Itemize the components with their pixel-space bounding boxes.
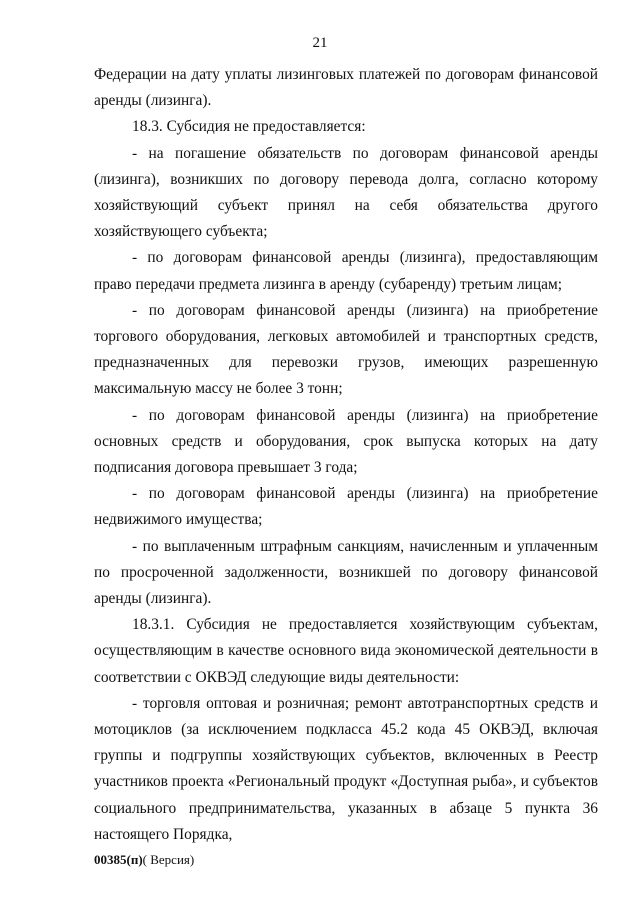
paragraph-dash-item: - по выплаченным штрафным санкциям, начисленным и уплаченным по просроченной задолженности, возникшей по договору финансовой аренды (лизинга). xyxy=(94,537,598,608)
document-version: ( Версия) xyxy=(142,852,195,867)
paragraph-dash-item: - по договорам финансовой аренды (лизинга) на приобретение торгового оборудования, легковых автомобилей и транспортных средств, предназначенных для перевозки грузов, имеющих разрешенную максимальную массу не более 3 тонн; xyxy=(94,301,598,398)
paragraph-item-18-3-1: 18.3.1. Субсидия не предоставляется хозяйствующим субъектам, осуществляющим в качестве основного вида экономической деятельности в соответствии с ОКВЭД следующие виды деятельности: xyxy=(94,616,598,686)
paragraph-item-18-3: 18.3. Субсидия не предоставляется: xyxy=(132,118,366,136)
page-number: 21 xyxy=(312,35,328,51)
paragraph-dash-item: - по договорам финансовой аренды (лизинга) на приобретение основных средств и оборудования, срок выпуска которых на дату подписания договора превышает 3 года; xyxy=(94,406,598,477)
document-footer xyxy=(94,852,194,868)
paragraph-continuation: Федерации на дату уплаты лизинговых платежей по договорам финансовой аренды (лизинга). xyxy=(94,66,598,110)
paragraph-dash-item: - торговля оптовая и розничная; ремонт автотранспортных средств и мотоциклов (за исключением подкласса 45.2 кода 45 ОКВЭД, включая группы и подгруппы хозяйствующих субъектов, включенных в Реестр участников проекта «Региональный продукт «Доступная рыба», и субъектов социального предпринимательства, указанных в абзаце 5 пункта 36 настоящего Порядка, xyxy=(94,694,598,843)
paragraph-dash-item: - по договорам финансовой аренды (лизинга), предоставляющим право передачи предмета лизинга в аренду (субаренду) третьим лицам; xyxy=(94,249,598,293)
document-code: 00385(п) xyxy=(94,852,143,867)
paragraph-dash-item: - на погашение обязательств по договорам финансовой аренды (лизинга), возникших по договору перевода долга, согласно которому хозяйствующий субъект принял на себя обязательства другого хозяйствующего субъекта; xyxy=(94,144,598,241)
paragraph-dash-item: - по договорам финансовой аренды (лизинга) на приобретение недвижимого имущества; xyxy=(94,485,598,529)
document-body xyxy=(94,62,598,848)
